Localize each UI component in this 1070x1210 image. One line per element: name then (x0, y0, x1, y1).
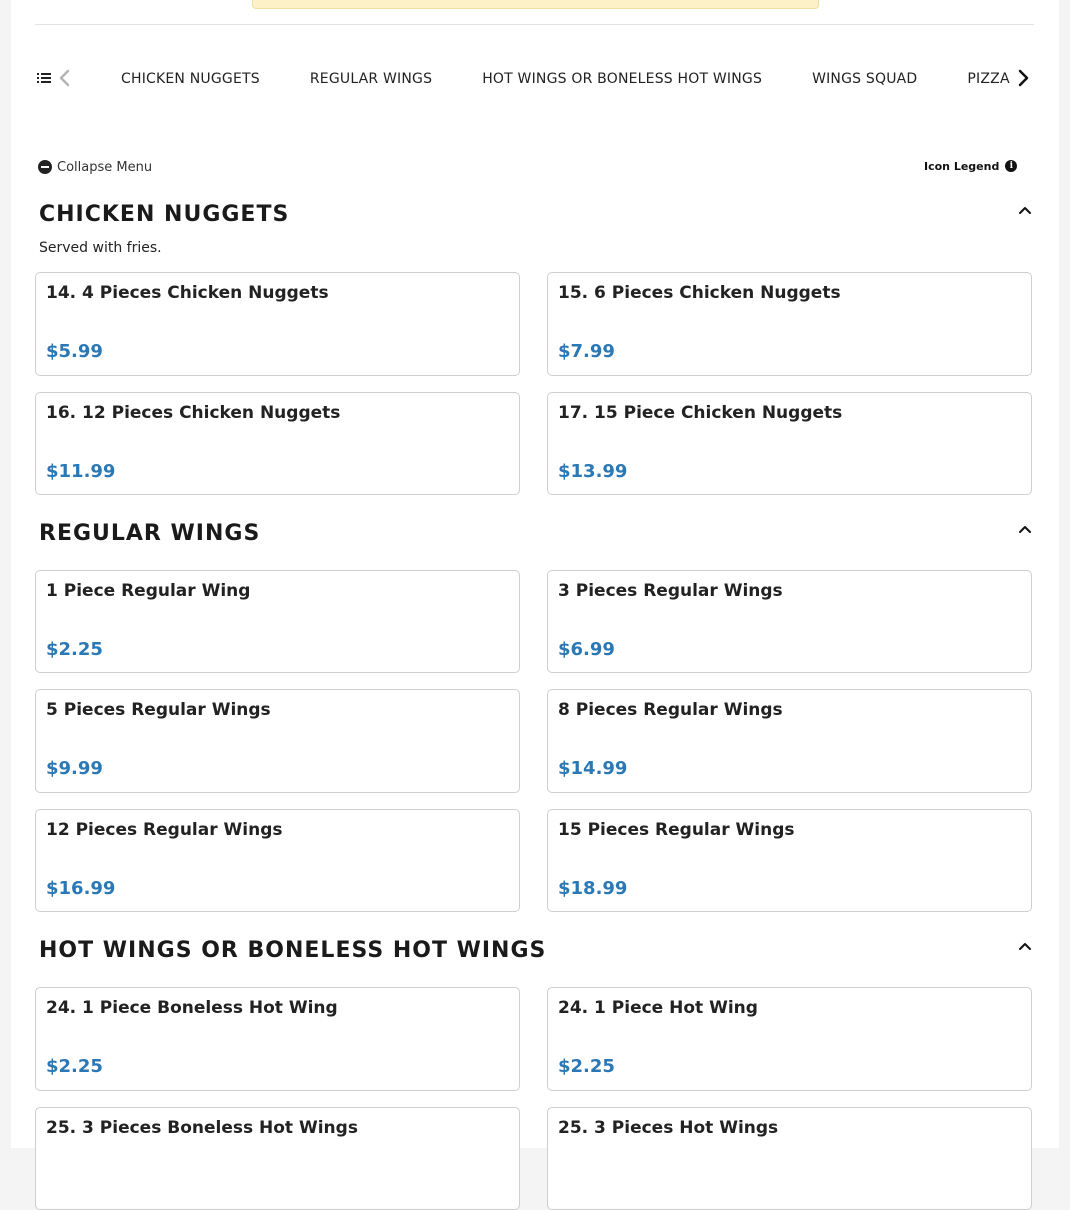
menu-item-card[interactable] (35, 1107, 520, 1210)
item-price: $5.99 (46, 341, 103, 362)
collapse-menu-button[interactable] (38, 158, 152, 176)
tab-wings-squad[interactable]: WINGS SQUAD (812, 71, 918, 87)
item-name: 1 Piece Regular Wing (46, 581, 251, 601)
item-price: $14.99 (558, 758, 628, 779)
item-name: 15. 6 Pieces Chicken Nuggets (558, 283, 841, 303)
menu-page (11, 0, 1059, 1148)
item-price: $7.99 (558, 341, 615, 362)
item-price: $2.25 (46, 639, 103, 660)
category-nav (35, 58, 1034, 100)
item-price: $16.99 (46, 878, 116, 899)
item-name: 14. 4 Pieces Chicken Nuggets (46, 283, 329, 303)
menu-item-card[interactable] (35, 272, 520, 376)
item-name: 3 Pieces Regular Wings (558, 581, 783, 601)
section-title: CHICKEN NUGGETS (39, 202, 290, 227)
item-price: $9.99 (46, 758, 103, 779)
tab-pizza[interactable]: PIZZA (967, 71, 1010, 87)
item-price: $2.25 (558, 1056, 615, 1077)
item-name: 17. 15 Piece Chicken Nuggets (558, 403, 843, 423)
section-description: Served with fries. (39, 240, 162, 256)
section-title: REGULAR WINGS (39, 521, 261, 546)
notice-banner (252, 0, 819, 9)
list-icon[interactable] (37, 71, 51, 85)
info-icon: i (1005, 160, 1017, 172)
item-price: $2.25 (46, 1056, 103, 1077)
menu-item-card[interactable] (35, 809, 520, 912)
chevron-up-icon[interactable] (1017, 940, 1033, 952)
item-name: 24. 1 Piece Boneless Hot Wing (46, 998, 338, 1018)
menu-item-card[interactable] (35, 987, 520, 1091)
menu-item-card[interactable] (547, 689, 1032, 793)
menu-item-card[interactable] (547, 1107, 1032, 1210)
tab-regular-wings[interactable]: REGULAR WINGS (309, 71, 433, 87)
item-price: $6.99 (558, 639, 615, 660)
item-name: 25. 3 Pieces Boneless Hot Wings (46, 1118, 358, 1138)
category-tabs (121, 58, 1010, 100)
collapse-menu-label: Collapse Menu (57, 159, 153, 175)
chevron-up-icon[interactable] (1017, 523, 1033, 535)
minus-circle-icon (38, 160, 52, 174)
chevron-left-icon[interactable] (57, 69, 73, 87)
tab-chicken-nuggets[interactable]: CHICKEN NUGGETS (121, 71, 260, 87)
icon-legend-button[interactable] (924, 157, 1017, 175)
menu-item-card[interactable] (547, 987, 1032, 1091)
menu-item-card[interactable] (547, 392, 1032, 495)
tab-hot-wings[interactable]: HOT WINGS OR BONELESS HOT WINGS (482, 71, 763, 87)
item-name: 24. 1 Piece Hot Wing (558, 998, 758, 1018)
menu-item-card[interactable] (547, 809, 1032, 912)
menu-item-card[interactable] (35, 392, 520, 495)
item-price: $13.99 (558, 461, 628, 482)
menu-item-card[interactable] (35, 570, 520, 673)
item-price: $11.99 (46, 461, 116, 482)
item-price: $18.99 (558, 878, 628, 899)
item-name: 12 Pieces Regular Wings (46, 820, 283, 840)
menu-item-card[interactable] (35, 689, 520, 793)
icon-legend-label: Icon Legend (924, 159, 1000, 173)
chevron-up-icon[interactable] (1017, 204, 1033, 216)
menu-item-card[interactable] (547, 570, 1032, 673)
menu-item-card[interactable] (547, 272, 1032, 376)
item-name: 15 Pieces Regular Wings (558, 820, 795, 840)
item-name: 16. 12 Pieces Chicken Nuggets (46, 403, 341, 423)
chevron-right-icon[interactable] (1015, 69, 1031, 87)
item-name: 5 Pieces Regular Wings (46, 700, 271, 720)
section-title: HOT WINGS OR BONELESS HOT WINGS (39, 938, 547, 963)
divider (35, 24, 1034, 25)
item-name: 8 Pieces Regular Wings (558, 700, 783, 720)
item-name: 25. 3 Pieces Hot Wings (558, 1118, 779, 1138)
